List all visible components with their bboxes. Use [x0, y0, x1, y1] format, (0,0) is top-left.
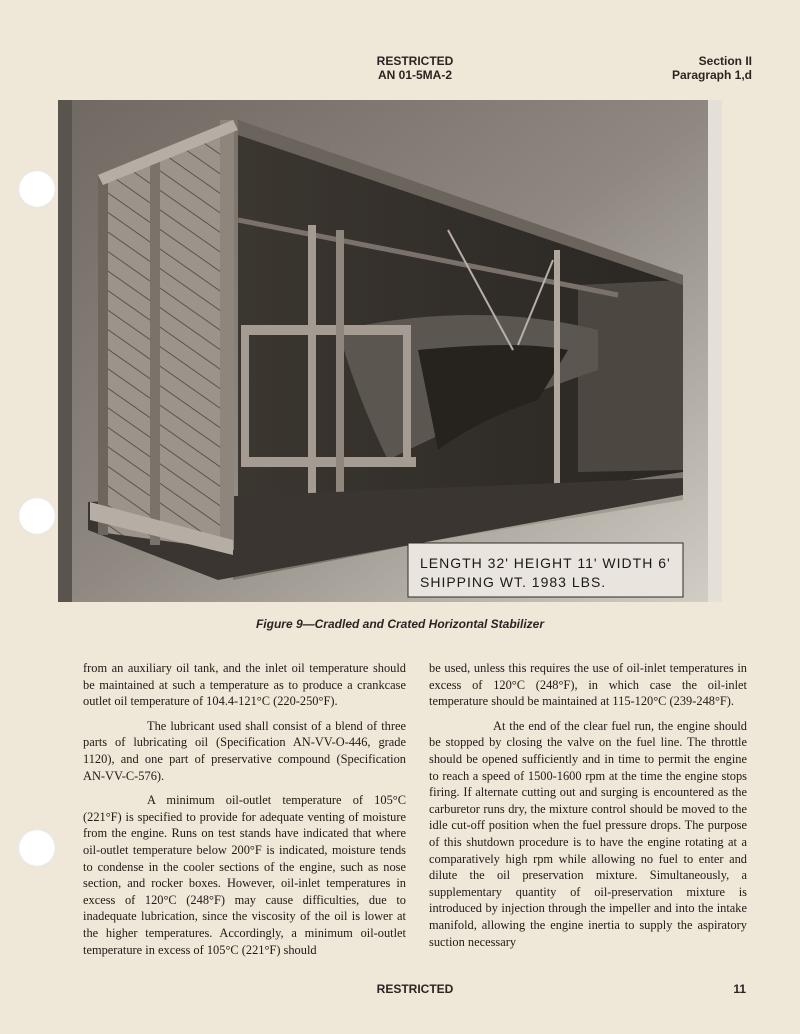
body-paragraph: be used, unless this requires the use of oil-inlet temperatures in excess of 120°C (248°F), in which case the oil-inlet temperature should be maintained at 115-120°C (239-248°F).	[429, 661, 747, 709]
body-paragraph: At the end of the clear fuel run, the engine should be stopped by closing the valve on the fuel line. The throttle should be opened sufficiently and in time to permit the engine to reach a speed of 1500-1600 rpm at the time the engine stops firing. If alternate cutting out and surging is encountered as the carburetor runs dry, the mixture control should be moved to the idle cut-off position when the fuel pressure drops. The purpose of this shutdown procedure is to have the engine rotating at a comparatively high rpm while allowing no fuel to enter and dilute the oil preservation mixture. Simultaneously, a supplementary quantity of oil-preservation mixture is introduced by injection through the impeller and into the intake manifold, allowing the engine inertia to supply the aspiratory suction necessary	[429, 718, 747, 949]
body-paragraph: from an auxiliary oil tank, and the inlet oil temperature should be maintained at such a temperature as to produce a crankcase outlet oil temperature of 104.4-121°C (220-250°F).	[83, 661, 406, 709]
sign-line-2: SHIPPING WT. 1983 LBS.	[420, 574, 607, 590]
footer-restricted: RESTRICTED	[376, 982, 454, 996]
header-right	[672, 54, 752, 82]
figure-photo	[58, 100, 722, 602]
text-column-right	[429, 660, 747, 950]
header-center	[300, 54, 530, 82]
text-column-left	[83, 660, 406, 958]
header-doc-number: AN 01-5MA-2	[377, 68, 452, 82]
header-restricted: RESTRICTED	[376, 54, 454, 68]
binder-hole	[18, 497, 56, 535]
sign-line-1: LENGTH 32' HEIGHT 11' WIDTH 6'	[420, 555, 671, 571]
binder-hole	[18, 170, 56, 208]
binder-hole	[18, 829, 56, 867]
header-section: Section II	[698, 54, 752, 68]
page-number: 11	[733, 982, 746, 996]
body-paragraph: A minimum oil-outlet temperature of 105°C (221°F) is specified to provide for adequate venting of moisture from the engine. Runs on test stands have indicated that where oil-outlet temperature below 200°F is indicated, moisture tends to condense in the cooler sections of the engine, such as nose section, and rocker boxes. However, oil-inlet temperatures in excess of 120°C (248°F) may cause difficulties, due to inadequate lubrication, since the viscosity of the oil is lower at the higher temperatures. Accordingly, a minimum oil-outlet temperature in excess of 105°C (221°F) should	[83, 793, 406, 957]
header-paragraph: Paragraph 1,d	[671, 68, 752, 82]
figure-caption: Figure 9—Cradled and Crated Horizontal Stabilizer	[255, 617, 545, 631]
body-paragraph: The lubricant used shall consist of a blend of three parts of lubricating oil (Specification AN-VV-O-446, grade 1120), and one part of preservative compound (Specification AN-VV-C-576).	[83, 718, 406, 783]
